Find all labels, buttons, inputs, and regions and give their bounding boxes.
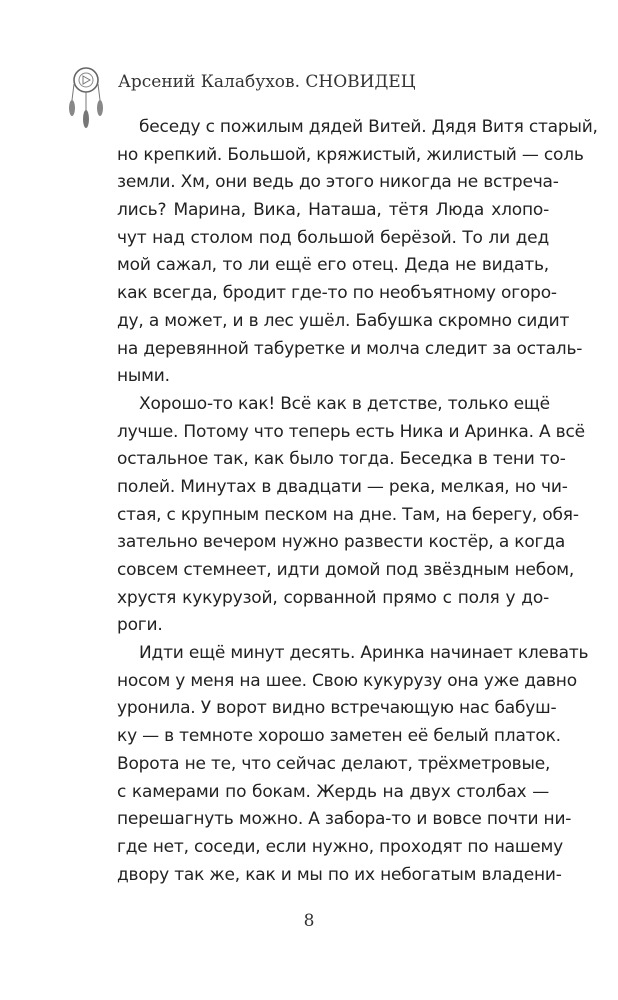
paragraph	[117, 640, 589, 889]
text-line: роги.	[117, 615, 163, 636]
text-line: совсем стемнеет, идти домой под звёздным небом,	[117, 560, 575, 580]
text-line: беседу с пожилым дядей Витей. Дядя Витя старый,	[139, 117, 598, 137]
text-line: Идти ещё минут десять. Аринка начинает клевать	[139, 643, 589, 664]
text-line: чут над столом под большой берёзой. То ли дед	[117, 227, 549, 248]
text-line: на деревянной табуретке и молча следит за осталь-	[117, 338, 583, 359]
page-body	[117, 114, 598, 889]
text-line: двору так же, как и мы по их небогатым владени-	[117, 864, 562, 885]
text-line: остальное так, как было тогда. Беседка в тени то-	[117, 449, 566, 470]
text-line: ду, а может, и в лес ушёл. Бабушка скромно сидит	[117, 310, 570, 331]
text-line: хрустя кукурузой, сорванной прямо с поля у до-	[117, 587, 549, 608]
text-line: с камерами по бокам. Жердь на двух столбах —	[117, 781, 549, 802]
text-line: земли. Хм, они ведь до этого никогда не встреча-	[117, 172, 559, 193]
text-line: носом у меня на шее. Свою кукурузу она уже давно	[117, 670, 577, 691]
text-line: ными.	[117, 366, 170, 387]
text-line: лись? Марина, Вика, Наташа, тётя Люда хлопо-	[117, 200, 549, 221]
text-line: Хорошо-то как! Всё как в детстве, только ещё	[139, 393, 550, 414]
text-line: зательно вечером нужно развести костёр, а когда	[117, 532, 566, 553]
text-line: перешагнуть можно. А забора-то и вовсе почти ни-	[117, 809, 572, 830]
book-title: Арсений Калабухов. СНОВИДЕЦ	[118, 72, 416, 92]
text-line: лучше. Потому что теперь есть Ника и Аринка. А всё	[117, 421, 585, 442]
text-line: стая, с крупным песком на дне. Там, на берегу, обя-	[117, 504, 579, 525]
paragraph	[117, 391, 585, 640]
text-line: мой сажал, то ли ещё его отец. Деда не видать,	[117, 255, 549, 276]
paragraph	[117, 114, 598, 391]
text-line: но крепкий. Большой, кряжистый, жилистый — соль	[117, 144, 584, 165]
text-line: ку — в темноте хорошо заметен её белый платок.	[117, 726, 561, 747]
page-number: 8	[303, 911, 315, 931]
text-line: уронила. У ворот видно встречающую нас бабуш-	[117, 698, 557, 719]
text-line: полей. Минутах в двадцати — река, мелкая, но чи-	[117, 476, 568, 497]
text-line: как всегда, бродит где-то по необъятному огоро-	[117, 283, 557, 304]
dreamcatcher-icon	[66, 66, 106, 130]
text-line: где нет, соседи, если нужно, проходят по нашему	[117, 836, 563, 857]
text-line: Ворота не те, что сейчас делают, трёхметровые,	[117, 753, 551, 774]
